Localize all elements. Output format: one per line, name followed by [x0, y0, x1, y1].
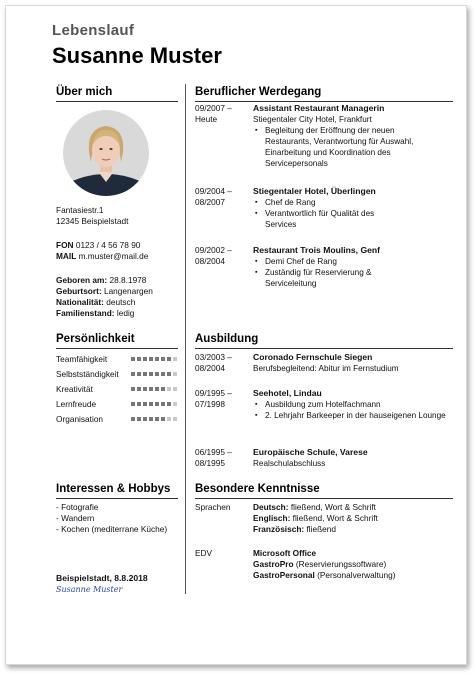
- skill-level-square: [143, 372, 147, 376]
- education-entry-title: Seehotel, Lindau: [253, 388, 322, 398]
- edv-name: GastroPro: [253, 559, 294, 569]
- skill-level-square: [161, 372, 165, 376]
- date-start: 09/2004 –: [195, 186, 232, 196]
- skill-name: Teamfähigkeit: [56, 354, 108, 364]
- education-entry: [253, 447, 453, 469]
- bullet-item: ▪ Ausbildung zum Hotelfachmann: [253, 399, 453, 410]
- skill-level-square: [137, 402, 141, 406]
- skill-level-square: [131, 417, 135, 421]
- skill-level-square: [155, 417, 159, 421]
- phone-value: 0123 / 4 56 78 90: [75, 240, 141, 250]
- education-entry-detail: Berufsbegleitend: Abitur im Fernstudium: [253, 364, 399, 373]
- education-entry-detail: Realschulabschluss: [253, 459, 326, 468]
- date-end: 08/2007: [195, 197, 225, 207]
- skill-level-square: [155, 357, 159, 361]
- bullet-item: ▪ 2. Lehrjahr Barkeeper in der hauseigenen Lounge: [253, 410, 453, 421]
- skill-level-square: [161, 417, 165, 421]
- personality-rule: [56, 348, 178, 349]
- skill-level-square: [149, 357, 153, 361]
- work-heading: Beruflicher Werdegang: [195, 86, 322, 98]
- skill-level-square: [149, 417, 153, 421]
- portrait-image: [63, 110, 149, 196]
- bullet-item: ▪ Zuständig für Reservierung & Serviceleitung: [253, 267, 383, 289]
- skill-level-square: [161, 402, 165, 406]
- special-skills-heading: Besondere Kenntnisse: [195, 483, 320, 495]
- language-level: fließend, Wort & Schrift: [290, 502, 376, 512]
- document-label: Lebenslauf: [52, 22, 135, 39]
- birthdate-label: Geboren am:: [56, 275, 108, 285]
- education-entry-date: [195, 388, 232, 410]
- edv-item: [253, 548, 316, 559]
- work-entry-date: [195, 245, 232, 267]
- skill-level-square: [131, 372, 135, 376]
- skill-level-square: [155, 402, 159, 406]
- birthplace-value: Langenargen: [103, 286, 153, 296]
- birthdate-value: 28.8.1978: [109, 275, 147, 285]
- skill-level-square: [173, 402, 177, 406]
- skill-level-square: [143, 357, 147, 361]
- work-entry-bullets: [253, 256, 453, 289]
- work-entry-bullets: [253, 125, 453, 169]
- edv-item: [253, 559, 386, 570]
- date-start: 03/2003 –: [195, 352, 232, 362]
- hobby-item: - Fotografie: [56, 502, 99, 512]
- language-level: fließend, Wort & Schrift: [292, 513, 378, 523]
- skill-name: Lernfreude: [56, 399, 97, 409]
- personality-heading: Persönlichkeit: [56, 333, 135, 345]
- skill-level-square: [173, 357, 177, 361]
- date-start: 09/1995 –: [195, 388, 232, 398]
- mail-value: m.muster@mail.de: [78, 251, 149, 261]
- date-end: 08/2004: [195, 363, 225, 373]
- skill-level-square: [137, 387, 141, 391]
- skill-level-square: [131, 357, 135, 361]
- phone-line: [56, 240, 140, 251]
- education-entry-bullets: [253, 399, 453, 421]
- skill-level-square: [173, 387, 177, 391]
- about-rule: [56, 101, 178, 102]
- skill-name: Organisation: [56, 414, 104, 424]
- edv-name: Microsoft Office: [253, 548, 317, 558]
- work-entry-company: Stiegentaler City Hotel, Frankfurt: [253, 115, 372, 124]
- date-start: 09/2002 –: [195, 245, 232, 255]
- language-item: [253, 502, 376, 513]
- skill-level-meter: [131, 402, 177, 406]
- skill-level-square: [149, 387, 153, 391]
- date-end: Heute: [195, 114, 218, 124]
- skill-level-square: [173, 372, 177, 376]
- education-entry-date: [195, 447, 232, 469]
- bullet-item: ▪ Chef de Rang: [253, 197, 453, 208]
- mail-label: MAIL: [56, 251, 77, 261]
- mail-line: [56, 251, 148, 262]
- education-heading: Ausbildung: [195, 333, 259, 345]
- skill-row: [56, 354, 177, 364]
- nationality-label: Nationalität:: [56, 297, 104, 307]
- skill-row: [56, 414, 177, 424]
- birthplace-line: [56, 286, 153, 297]
- skill-level-square: [155, 387, 159, 391]
- skill-name: Kreativität: [56, 384, 93, 394]
- special-skills-rule: [195, 498, 453, 499]
- marital-status-label: Familienstand:: [56, 308, 115, 318]
- skill-level-square: [137, 357, 141, 361]
- skill-level-square: [167, 387, 171, 391]
- language-name: Französisch:: [253, 524, 305, 534]
- date-end: 08/1995: [195, 458, 225, 468]
- about-heading: Über mich: [56, 86, 113, 98]
- column-divider: [185, 84, 186, 594]
- skill-row: [56, 399, 177, 409]
- skill-level-square: [161, 387, 165, 391]
- edv-name: GastroPersonal: [253, 570, 315, 580]
- education-entry: [253, 388, 453, 421]
- skill-level-square: [143, 402, 147, 406]
- skill-name: Selbstständigkeit: [56, 369, 119, 379]
- language-level: fließend: [306, 524, 337, 534]
- education-entry: [253, 352, 453, 374]
- skill-level-square: [131, 402, 135, 406]
- language-item: [253, 513, 378, 524]
- nationality-line: [56, 297, 135, 308]
- work-entry-title: Stiegentaler Hotel, Überlingen: [253, 186, 376, 196]
- skill-level-square: [155, 372, 159, 376]
- edv-desc: (Personalverwaltung): [317, 570, 396, 580]
- marital-status-value: ledig: [116, 308, 135, 318]
- hobbies-rule: [56, 498, 178, 499]
- language-item: [253, 524, 336, 535]
- skill-level-square: [161, 357, 165, 361]
- work-entry-title: Restaurant Trois Moulins, Genf: [253, 245, 381, 255]
- skill-level-square: [149, 402, 153, 406]
- date-end: 07/1998: [195, 399, 225, 409]
- languages-label: Sprachen: [195, 502, 231, 512]
- skill-level-meter: [131, 387, 177, 391]
- language-name: Englisch:: [253, 513, 291, 523]
- skill-level-square: [137, 417, 141, 421]
- work-entry-date: [195, 186, 232, 208]
- edv-label: EDV: [195, 548, 213, 558]
- bullet-item: ▪ Verantwortlich für Qualität des Services: [253, 208, 383, 230]
- date-end: 08/2004: [195, 256, 225, 266]
- work-entry: [253, 245, 453, 289]
- skill-level-square: [173, 417, 177, 421]
- hobby-item: - Wandern: [56, 513, 95, 523]
- profile-photo: [63, 110, 149, 196]
- place-date: Beispielstadt, 8.8.2018: [56, 573, 148, 583]
- education-entry-date: [195, 352, 232, 374]
- birthdate-line: [56, 275, 146, 286]
- phone-label: FON: [56, 240, 74, 250]
- skill-level-square: [137, 372, 141, 376]
- skill-level-meter: [131, 372, 177, 376]
- education-rule: [195, 348, 453, 349]
- skill-level-meter: [131, 357, 177, 361]
- birthplace-label: Geburtsort:: [56, 286, 102, 296]
- edv-item: [253, 570, 396, 581]
- work-entry: [253, 103, 453, 169]
- skill-level-square: [167, 372, 171, 376]
- skill-level-square: [149, 372, 153, 376]
- skill-level-square: [143, 387, 147, 391]
- skill-level-square: [167, 402, 171, 406]
- person-name: Susanne Muster: [52, 43, 222, 68]
- nationality-value: deutsch: [106, 297, 136, 307]
- bullet-item: ▪ Begleitung der Eröffnung der neuen Restaurants, Verantwortung für Auswahl, Einarbeitung und Koordination des Servicepersonals: [253, 125, 433, 169]
- bullet-item: ▪ Demi Chef de Rang: [253, 256, 453, 267]
- language-name: Deutsch:: [253, 502, 289, 512]
- skill-level-square: [167, 417, 171, 421]
- education-entry-title: Coronado Fernschule Siegen: [253, 352, 373, 362]
- work-entry-title: Assistant Restaurant Managerin: [253, 103, 385, 113]
- skill-level-square: [167, 357, 171, 361]
- marital-status-line: [56, 308, 134, 319]
- skill-level-square: [131, 387, 135, 391]
- work-entry-bullets: [253, 197, 453, 230]
- education-entry-title: Europäische Schule, Varese: [253, 447, 368, 457]
- hobby-item: - Kochen (mediterrane Küche): [56, 524, 168, 534]
- skill-level-meter: [131, 417, 177, 421]
- hobbies-heading: Interessen & Hobbys: [56, 483, 171, 495]
- skill-level-square: [143, 417, 147, 421]
- edv-desc: (Reservierungssoftware): [295, 559, 387, 569]
- address-city: 12345 Beispielstadt: [56, 216, 129, 226]
- date-start: 09/2007 –: [195, 103, 232, 113]
- signature: Susanne Muster: [56, 585, 123, 594]
- skill-row: [56, 369, 177, 379]
- skill-row: [56, 384, 177, 394]
- address-street: Fantasiestr.1: [56, 205, 104, 215]
- date-start: 06/1995 –: [195, 447, 232, 457]
- work-rule: [195, 101, 453, 102]
- work-entry: [253, 186, 453, 230]
- work-entry-date: [195, 103, 232, 125]
